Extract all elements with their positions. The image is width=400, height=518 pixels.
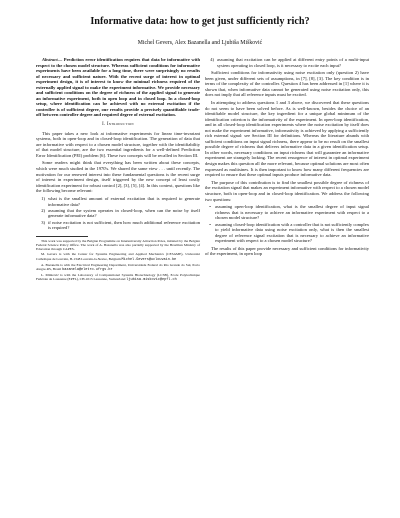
list-number: 2) [41, 207, 45, 213]
question-list [36, 196, 200, 231]
list-text: what is the smallest amount of external excitation that is required to generate informative data? [48, 195, 200, 207]
list-item [205, 222, 369, 244]
body-paragraph: The purpose of this contribution is to find the smallest possible degree of richness of the excitation signal that makes an experiment informative with respect to a chosen model structure, both in open-loop and in closed-loop identification. We address the following two questions: [205, 179, 370, 202]
left-column [36, 57, 200, 283]
paper-title: Informative data: how to get just sufficiently rich? [90, 16, 310, 27]
right-column [205, 56, 369, 259]
list-item [205, 204, 369, 221]
footnote: A. Bazanella is with the Electrical Engineering Department, Universidade Federal do Rio Grande do Sul, Porto Alegre-RS, Brazil bazanela@eletro.ufrgs.br [36, 262, 200, 272]
list-item [36, 220, 200, 231]
abstract [36, 57, 200, 118]
bullet-icon: • [209, 221, 211, 227]
footnotes [36, 239, 200, 282]
footnote-divider [36, 236, 88, 237]
list-item [36, 208, 200, 219]
list-number: 1) [41, 195, 45, 201]
email: ljubisa.miskovic@epfl.ch [126, 277, 177, 282]
body-paragraph: Sufficient conditions for informativity using noise excitation only (question 2) have been given, under different sets of assumptions, in [7], [8], [3]. The key condition is in terms of the complexity of the controller. Question 4 has been addressed in [1] where it is shown that, when informative data cannot be generated using noise excitation only, this does not imply that all reference inputs must be excited. [205, 70, 369, 98]
question-list-continued [205, 57, 369, 68]
abstract-label: Abstract [42, 57, 58, 62]
footnote: This work was supported by the Belgian Programme on Interuniversity Attraction Poles, initiated by the Belgian Federal Science Policy Office. The work of A. Bazanella was also partially supported by the Brazilian Ministry of Education through CAPES. [36, 238, 200, 252]
section-heading-introduction: I. Introduction [102, 122, 134, 128]
email: Michel.Gevers@uclouvain.be [121, 257, 177, 262]
list-item [205, 57, 369, 68]
list-number: 3) [41, 219, 45, 225]
body-paragraph: In attempting to address questions 1 and 3 above, we discovered that these questions do not seem to have been solved before. As is well-known, besides the choice of an identifiable model structure, the key ingredient for a unique global minimum of the identification criterion is the informativity of the experiment. In open-loop identification, and in all closed-loop identification experiments where the noise excitation by itself does not make the experiment informative, informativity is achieved by applying a sufficiently rich external signal: see Section III for definitions. Whereas the literature abunds with sufficient conditions on input signal richness, there appear to be no result on the smallest possible degree of richness that delivers informative data in a given identification setup. In other words, necessary conditions on input richness that will guarantee an informative experiment are strangely lacking. The recent resurgence of interest in optimal experiment design makes this question all the more relevant, because optimal solutions are most often expressed as multisines. It is then important to know how many different frequencies are required to ensure that these optimal inputs produce informative data. [205, 100, 369, 178]
paper-authors: Michel Gevers, Alex Bazanella and Ljubiša Mišković [137, 40, 263, 46]
bullet-list [205, 204, 369, 244]
list-text: assuming that the system operates in closed-loop, when can the noise by itself generate informative data? [48, 207, 200, 219]
body-paragraph: The results of this paper provide necessary and sufficient conditions for informativity of the experiment, in open loop [205, 245, 369, 257]
intro-paragraph: Some readers might think that everything has been written about these concepts, which were much studied in the 1970's. We shared the same view . . . until recently. The motivation for our renewed interest into these fundamental questions is the recent surge of interest in experiment design, itself triggered by the new concept of least costly identification experiment for robust control [2], [3], [5], [4]. In this context, questions like the following become relevant: [36, 160, 200, 194]
list-text: assuming open-loop identification, what is the smallest degree of input signal richness that is necessary to achieve an informative experiment with respect to a chosen model structure? [215, 204, 369, 221]
list-number: 4) [210, 57, 214, 62]
list-text: assuming closed-loop identification with a controller that is not sufficiently complex to yield informative data using noise excitation only, what is then the smallest degree of reference signal excitation that is necessary to achieve an informative experiment with respect to a chosen model structure? [215, 221, 369, 244]
email: bazanela@eletro.ufrgs.br [62, 267, 113, 272]
footnote: L. Mišković is with the Laboratory of Computational Systems Biotechnology (LCSB), Ecole Polytechnique Fédérale de Lausanne (EPFL), CH-1015 Lausanne, Switzerland ljubisa.miskovic@epfl.ch [36, 272, 200, 282]
footnote: M. Gevers is with the Center for Systems Engineering and Applied Mechanics (CESAME), Université Catholique de Louvain, B-1348 Louvain-la-Neuve, Belgium Michel.Gevers@uclouvain.be [36, 252, 200, 262]
bullet-icon: • [209, 204, 211, 210]
intro-paragraph: This paper takes a new look at informative experiments for linear time-invariant systems, both in open-loop and in closed-loop identification. The generation of data that are informative with respect to a chosen model structure, together with the identifiability of that model structure, are the two essential ingredients for a well-defined Prediction Error Identification (PEI) problem [6]. These two concepts will be recalled in Section III. [36, 130, 200, 158]
list-item [36, 196, 200, 207]
list-text: assuming that excitation can be applied at different entry points of a multi-input system operating in closed loop, is it necessary to excite each input? [217, 57, 369, 68]
abstract-text: — Prediction error identification requires that data be informative with respect to the chosen model structure. Whereas sufficient conditions for informative experiments have been available for a long time, there were surprisingly no results of necessary and sufficient nature. With the recent surge of interest in optimal experiment design, it is of interest to know the minimal richness required of the externally applied signal to make the experiment informative. We provide necessary and sufficient conditions on the degree of richness of the applied signal to generate an informative experiment, both in open loop and in closed loop. In a closed-loop setup, where identification can be achieved with no external excitation if the controller is of sufficient degree, our results provide a precisely quantifiable trade-off between controller degree and required degree of external excitation. [36, 57, 200, 118]
list-text: if noise excitation is not sufficient, then how much additional reference excitation is required? [48, 219, 200, 231]
